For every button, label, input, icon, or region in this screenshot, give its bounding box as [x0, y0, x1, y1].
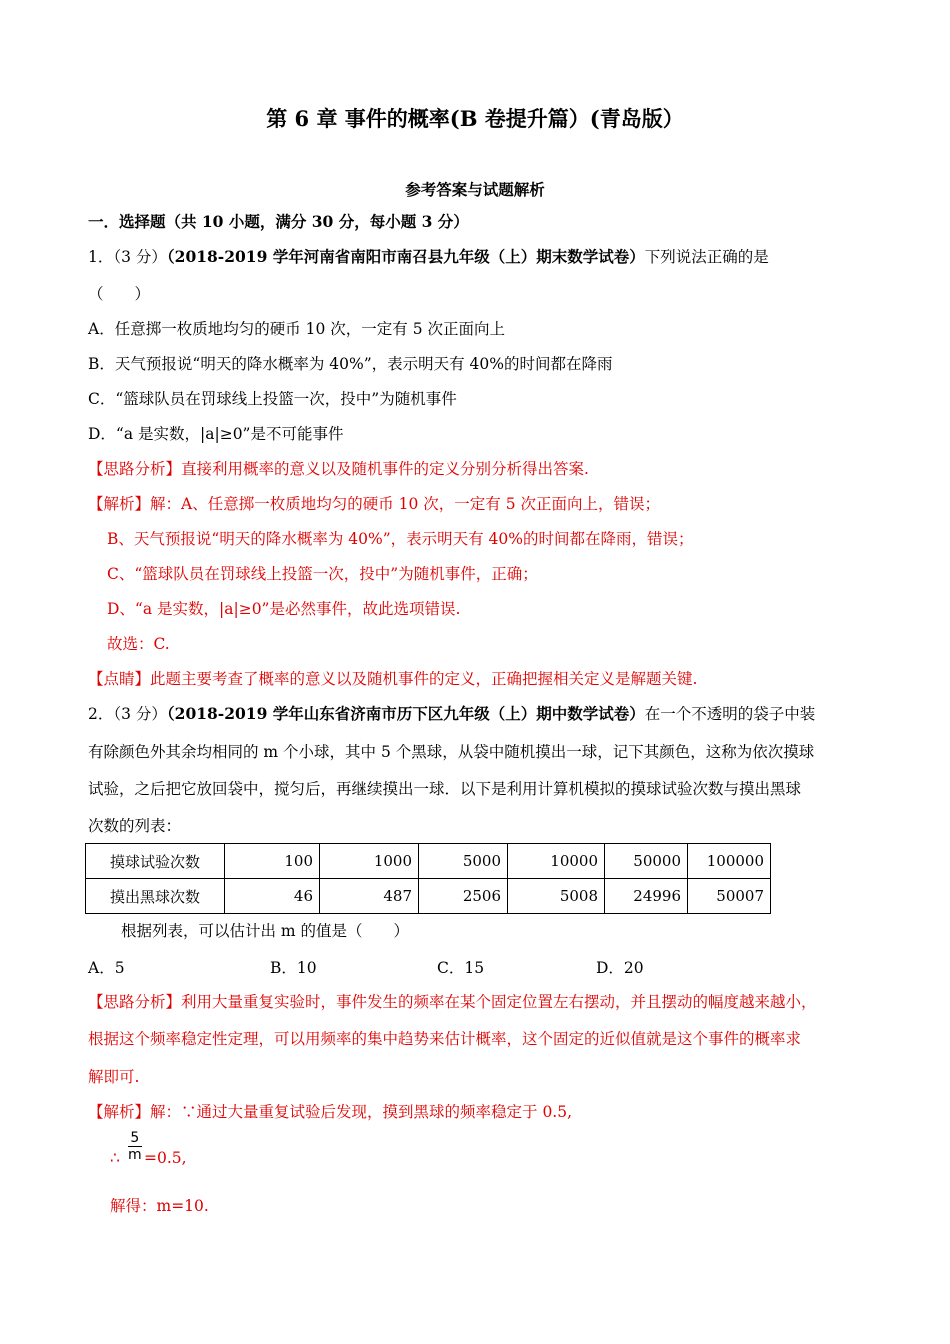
q1-option-c: C．“篮球队员在罚球线上投篮一次，投中”为随机事件 [88, 390, 457, 408]
q1-comment-text: 此题主要考查了概率的意义以及随机事件的定义，正确把握相关定义是解题关键. [150, 670, 698, 688]
q1-solution [88, 494, 660, 514]
q2-stem-line-3: 试验，之后把它放回袋中，搅匀后，再继续摸出一球．以下是利用计算机模拟的摸球试验次数与摸出黑球 [88, 780, 802, 798]
q1-solution-label: 【解析】 [88, 495, 151, 513]
q2-analysis-line-2: 根据这个频率稳定性定理，可以用频率的集中趋势来估计概率，这个固定的近似值就是这个事件的概率求 [88, 1030, 802, 1048]
q2-therefore-symbol: ∴ [110, 1149, 120, 1167]
q2-option-c: C．15 [437, 959, 485, 977]
q1-comment [88, 669, 697, 689]
q1-stem: 下列说法正确的是 [644, 248, 769, 266]
fraction-numerator: 5 [128, 1130, 142, 1147]
q2-analysis [88, 992, 817, 1012]
table-cell: 50000 [605, 844, 688, 879]
page-title: 第 6 章 事件的概率(B 卷提升篇）(青岛版） [266, 106, 684, 131]
q2-solution-label: 【解析】 [88, 1103, 151, 1121]
q2-option-b: B．10 [270, 959, 317, 977]
q2-option-d: D．20 [596, 959, 644, 977]
q1-solution-line-2: B、天气预报说“明天的降水概率为 40%”，表示明天有 40%的时间都在降雨，错误； [107, 530, 694, 548]
trial-data-table [85, 843, 771, 914]
q2-question: 根据列表，可以估计出 m 的值是（ ） [121, 922, 410, 940]
q1-comment-label: 【点睛】 [88, 670, 151, 688]
q1-solution-line-4: D、“a 是实数，|a|≥0”是必然事件，故此选项错误. [107, 600, 461, 618]
q2-analysis-line-1: 利用大量重复实验时，事件发生的频率在某个固定位置左右摆动，并且摆动的幅度越来越小， [181, 993, 817, 1011]
table-cell: 1000 [320, 844, 419, 879]
q1-solution-line-3: C、“篮球队员在罚球线上投篮一次，投中”为随机事件，正确； [107, 565, 538, 583]
fraction-5-over-m [128, 1130, 142, 1163]
table-cell: 5000 [419, 844, 508, 879]
q2-stem-line-1: 在一个不透明的袋子中装 [644, 705, 816, 723]
table-cell: 24996 [605, 879, 688, 914]
q1-analysis-label: 【思路分析】 [88, 460, 182, 478]
q2-number: 2．（3 分） [88, 705, 167, 723]
q2-stem-line-4: 次数的列表： [88, 817, 182, 835]
q2-option-a: A．5 [88, 959, 125, 977]
q1-source: （2018-2019 学年河南省南阳市南召县九年级（上）期末数学试卷） [166, 247, 645, 266]
q2-solution-text: 解：∵通过大量重复试验后发现，摸到黑球的频率稳定于 0.5, [150, 1103, 573, 1121]
table-cell: 46 [225, 879, 320, 914]
q2-equation-tail: =0.5, [144, 1149, 187, 1167]
table-cell: 487 [320, 879, 419, 914]
table-cell: 100000 [688, 844, 771, 879]
table-cell: 5008 [508, 879, 605, 914]
q1-number: 1．（3 分） [88, 248, 167, 266]
q2-analysis-line-3: 解即可. [88, 1068, 140, 1086]
q1-option-b: B．天气预报说“明天的降水概率为 40%”，表示明天有 40%的时间都在降雨 [88, 355, 613, 373]
table-cell: 50007 [688, 879, 771, 914]
q2-stem-line-2: 有除颜色外其余均相同的 m 个小球，其中 5 个黑球，从袋中随机摸出一球，记下其颜色，这称为依次摸球 [88, 743, 815, 761]
q2-solution [88, 1102, 572, 1122]
q1-option-d: D．“a 是实数，|a|≥0”是不可能事件 [88, 425, 344, 443]
page-subtitle: 参考答案与试题解析 [405, 180, 545, 199]
table-cell: 100 [225, 844, 320, 879]
q1-analysis [88, 459, 589, 479]
q2-source: （2018-2019 学年山东省济南市历下区九年级（上）期中数学试卷） [166, 704, 645, 723]
table-cell: 摸球试验次数 [86, 844, 225, 879]
q2-header [88, 704, 815, 724]
q1-solution-line-1: 解：A、任意掷一枚质地均匀的硬币 10 次，一定有 5 次正面向上，错误； [150, 495, 661, 513]
fraction-denominator: m [128, 1147, 142, 1163]
table-row [86, 879, 771, 914]
q1-solution-line-5: 故选：C. [107, 635, 170, 653]
q2-analysis-label: 【思路分析】 [88, 993, 182, 1011]
q1-header [88, 247, 769, 267]
q1-analysis-text: 直接利用概率的意义以及随机事件的定义分别分析得出答案. [181, 460, 589, 478]
table-cell: 10000 [508, 844, 605, 879]
section-heading: 一．选择题（共 10 小题，满分 30 分，每小题 3 分） [88, 212, 469, 231]
table-cell: 摸出黑球次数 [86, 879, 225, 914]
q1-option-a: A．任意掷一枚质地均匀的硬币 10 次，一定有 5 次正面向上 [88, 320, 505, 338]
q1-blank: （ ） [88, 285, 151, 303]
table-row [86, 844, 771, 879]
q2-result: 解得：m=10. [110, 1197, 209, 1215]
table-cell: 2506 [419, 879, 508, 914]
